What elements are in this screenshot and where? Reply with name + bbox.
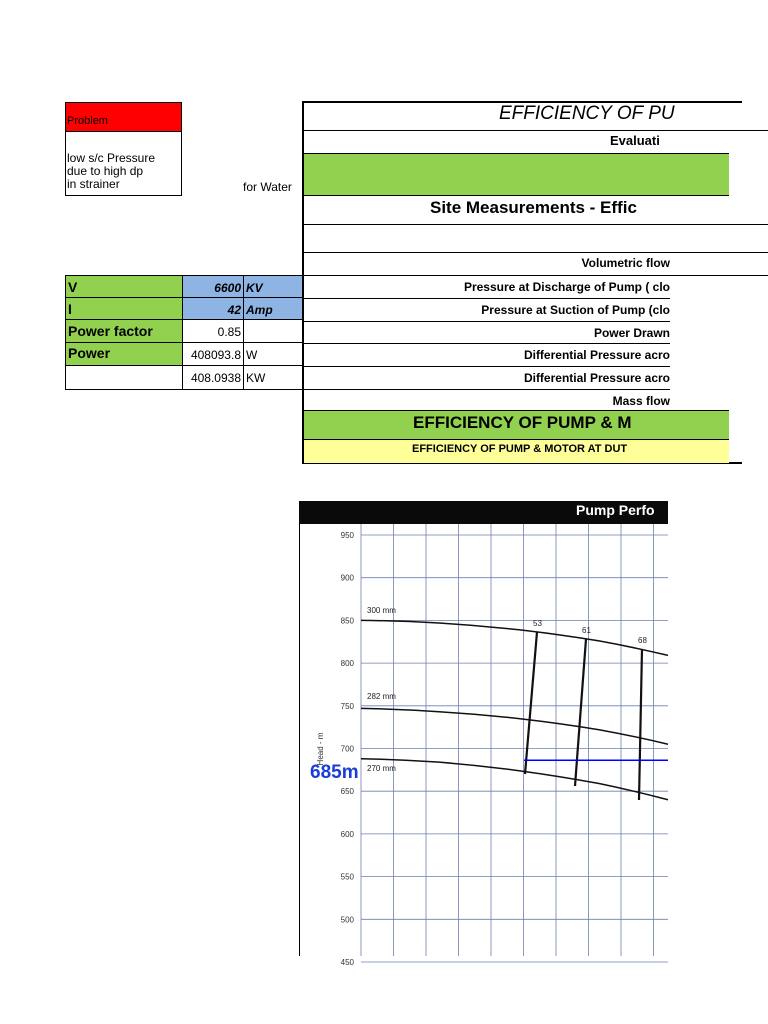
chart-y-ticks bbox=[316, 531, 355, 967]
head-annotation: 685m bbox=[310, 762, 359, 783]
efficiency-label: 53 bbox=[533, 619, 542, 628]
head-curve bbox=[361, 620, 668, 655]
efficiency-label: 68 bbox=[638, 636, 647, 645]
y-tick-label: 700 bbox=[340, 744, 354, 754]
efficiency-label: 61 bbox=[582, 626, 591, 635]
y-tick-label: 550 bbox=[340, 872, 354, 882]
param-row: Pressure at Suction of Pump (clo bbox=[304, 298, 670, 321]
efficiency-line bbox=[639, 649, 642, 800]
row-label-empty bbox=[65, 365, 183, 390]
problem-desc-line: low s/c Pressure bbox=[67, 151, 156, 165]
problem-desc-line: in strainer bbox=[67, 177, 120, 191]
row-label-power: Power bbox=[65, 342, 183, 366]
param-row: Volumetric flow bbox=[581, 256, 670, 270]
y-tick-label: 850 bbox=[340, 616, 354, 626]
power-kw-unit: KW bbox=[243, 365, 304, 390]
chart-curves bbox=[361, 606, 668, 800]
y-tick-label: 650 bbox=[340, 787, 354, 797]
y-tick-label: 750 bbox=[340, 701, 354, 711]
panel-title: EFFICIENCY OF PU bbox=[499, 103, 675, 124]
y-tick-label: 500 bbox=[340, 915, 354, 925]
problem-header bbox=[65, 102, 182, 132]
curve-label: 300 mm bbox=[367, 606, 396, 615]
pump-chart-title: Pump Perfo bbox=[576, 502, 655, 518]
divider bbox=[304, 275, 768, 276]
curve-label: 270 mm bbox=[367, 764, 396, 773]
power-watts-unit: W bbox=[243, 342, 304, 366]
param-row: Differential Pressure acro bbox=[304, 343, 670, 366]
row-label-voltage: V bbox=[65, 275, 183, 298]
y-tick-label: 600 bbox=[340, 829, 354, 839]
divider bbox=[304, 224, 768, 225]
row-label-power-factor: Power factor bbox=[65, 319, 183, 343]
electrical-table bbox=[65, 275, 304, 390]
current-value: 42 bbox=[182, 297, 244, 320]
power-kw-value: 408.0938 bbox=[182, 365, 244, 390]
problem-description bbox=[65, 131, 182, 196]
divider bbox=[304, 130, 768, 131]
problem-label: Problem bbox=[67, 115, 108, 127]
head-curve bbox=[361, 708, 668, 744]
param-row: Mass flow bbox=[304, 389, 670, 411]
head-curve bbox=[361, 759, 668, 800]
efficiency-line bbox=[525, 632, 537, 774]
voltage-value: 6600 bbox=[182, 275, 244, 298]
row-label-current: I bbox=[65, 297, 183, 320]
for-water-label: for Water bbox=[243, 180, 292, 194]
param-row: Differential Pressure acro bbox=[304, 366, 670, 389]
efficiency-line bbox=[575, 639, 586, 786]
y-tick-label: 950 bbox=[340, 531, 354, 540]
y-tick-label: 800 bbox=[340, 659, 354, 669]
param-row: Power Drawn bbox=[304, 321, 670, 343]
efficiency-duty-label: EFFICIENCY OF PUMP & MOTOR AT DUT bbox=[412, 443, 628, 455]
current-unit: Amp bbox=[243, 297, 304, 320]
pump-performance-chart bbox=[299, 524, 668, 967]
panel-subtitle: Evaluati bbox=[610, 133, 660, 148]
power-factor-unit bbox=[243, 319, 304, 343]
param-row: Pressure at Discharge of Pump ( clo bbox=[304, 275, 670, 298]
power-factor-value: 0.85 bbox=[182, 319, 244, 343]
green-banner bbox=[304, 153, 729, 196]
curve-label: 282 mm bbox=[367, 692, 396, 701]
y-tick-label: 900 bbox=[340, 573, 354, 583]
efficiency-heading: EFFICIENCY OF PUMP & M bbox=[413, 413, 632, 432]
problem-desc-line: due to high dp bbox=[67, 164, 144, 178]
voltage-unit: KV bbox=[243, 275, 304, 298]
y-axis-label: Head - m bbox=[316, 732, 325, 766]
site-measurements-heading: Site Measurements - Effic bbox=[430, 198, 637, 217]
power-watts-value: 408093.8 bbox=[182, 342, 244, 366]
y-tick-label: 450 bbox=[340, 958, 354, 967]
chart-grid bbox=[361, 524, 668, 962]
